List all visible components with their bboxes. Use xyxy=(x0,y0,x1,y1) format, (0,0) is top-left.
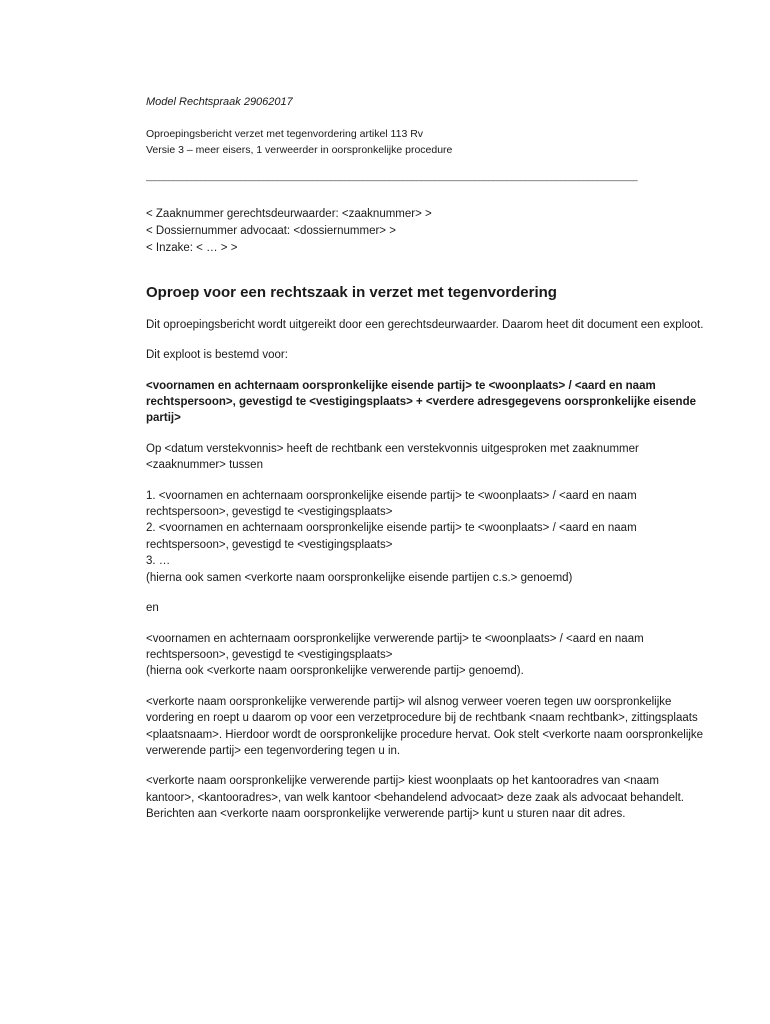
subtitle-line-2: Versie 3 – meer eisers, 1 verweerder in oorspronkelijke procedure xyxy=(146,144,453,157)
party-2: 2. <voornamen en achternaam oorspronkelijke eisende partij> te <woonplaats> / <aard en naam rechtspersoon>, gevestigd te <vestigingsplaats> xyxy=(146,522,637,551)
parties-list xyxy=(146,488,706,586)
addressee-paragraph: <voornamen en achternaam oorspronkelijke eisende partij> te <woonplaats> / <aard en naam rechtspersoon>, gevestigd te <vestigingsplaats> + <verdere adresgegevens oorspronkelijke eisende partij> xyxy=(146,379,697,425)
ref-inzake: < Inzake: < … > > xyxy=(146,241,238,254)
defendant-block xyxy=(146,631,706,680)
woonplaats-paragraph: <verkorte naam oorspronkelijke verwerende partij> kiest woonplaats op het kantooradres van <naam kantoor>, <kantooradres>, van welk kantoor <behandelend advocaat> deze zaak als advocaat behandelt. Berichten aan <verkorte naam oorspronkelijke verwerende partij> kunt u sturen naar dit adres. xyxy=(146,775,685,821)
document-subtitle xyxy=(146,126,706,158)
separator-rule: _____________________________________________________________________________________________________________ xyxy=(146,171,638,182)
subtitle-line-1: Oproepingsbericht verzet met tegenvordering artikel 113 Rv xyxy=(146,128,424,141)
model-line: Model Rechtspraak 29062017 xyxy=(146,96,293,108)
ref-zaaknummer: < Zaaknummer gerechtsdeurwaarder: <zaaknummer> > xyxy=(146,207,432,220)
ref-dossiernummer: < Dossiernummer advocaat: <dossiernummer> > xyxy=(146,224,396,237)
parties-note: (hierna ook samen <verkorte naam oorspronkelijke eisende partijen c.s.> genoemd) xyxy=(146,571,573,584)
document-heading: Oproep voor een rechtszaak in verzet met tegenvordering xyxy=(146,283,557,301)
intro-destined: Dit exploot is bestemd voor: xyxy=(146,349,288,362)
verweer-paragraph: <verkorte naam oorspronkelijke verwerende partij> wil alsnog verweer voeren tegen uw oorspronkelijke vordering en roept u daarom op voor een verzetprocedure bij de rechtbank <naam rechtbank>, zittingsplaats <plaatsnaam>. Hierdoor wordt de oorspronkelijke procedure hervat. Ook stelt <verkorte naam oorspronkelijke verwerende partij> een tegenvordering tegen u in. xyxy=(146,695,704,757)
reference-block xyxy=(146,206,706,257)
document-page xyxy=(146,94,706,823)
party-1: 1. <voornamen en achternaam oorspronkelijke eisende partij> te <woonplaats> / <aard en naam rechtspersoon>, gevestigd te <vestigingsplaats> xyxy=(146,489,637,519)
defendant-line: <voornamen en achternaam oorspronkelijke verwerende partij> te <woonplaats> / <aard en naam rechtspersoon>, gevestigd te <vestigingsplaats> xyxy=(146,632,644,661)
defendant-note: (hierna ook <verkorte naam oorspronkelijke verwerende partij> genoemd). xyxy=(146,665,524,678)
intro-paragraph: Dit oproepingsbericht wordt uitgereikt door een gerechtsdeurwaarder. Daarom heet dit document een exploot. xyxy=(146,318,704,331)
verstek-paragraph: Op <datum verstekvonnis> heeft de rechtbank een verstekvonnis uitgesproken met zaaknummer <zaaknummer> tussen xyxy=(146,442,639,472)
party-3: 3. … xyxy=(146,555,171,568)
conjunction-en: en xyxy=(146,602,159,615)
